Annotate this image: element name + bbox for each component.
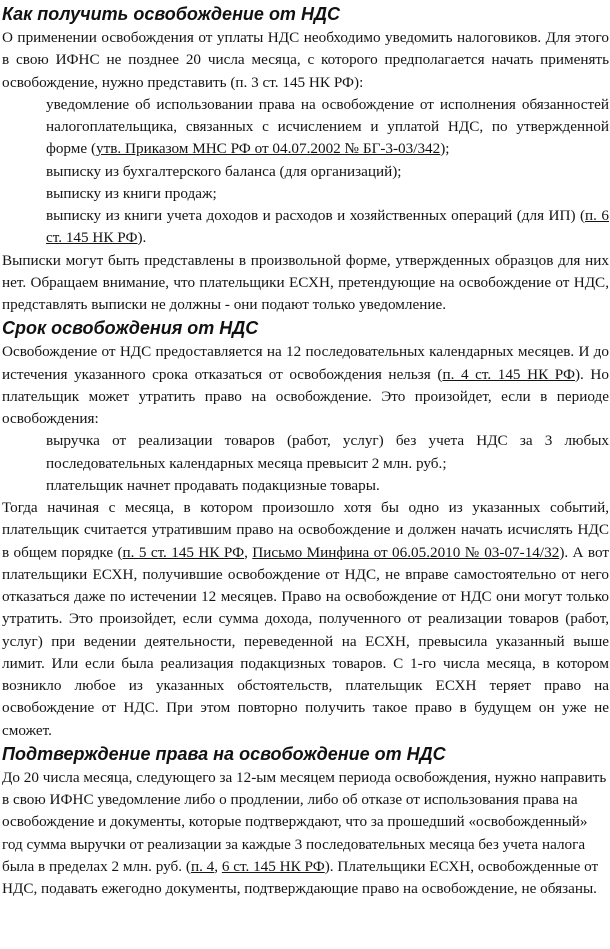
outro-text: Выписки могут быть представлены в произвольной форме, утвержденных образцов для них нет. Обращаем внимание, что плательщики ЕСХН, претендующие на освобождение от НДС, представлять выписки не должны - они подают только уведомление. — [2, 251, 609, 313]
link-order-mns[interactable]: утв. Приказом МНС РФ от 04.07.2002 № БГ-3-03/342 — [96, 140, 441, 158]
item-text: уведомление об использовании права на освобождение от исполнения обязанностей налогоплательщика, связанных с исчислением и уплатой НДС, по утвержденной форме ( — [46, 95, 609, 158]
link-p6-st145[interactable]: п. 6 ст. 145 НК РФ — [46, 207, 609, 247]
term-text: Освобождение от НДС предоставляется на 12 последовательных календарных месяцев. И до истечения указанного срока отказаться от освобождения нельзя ( — [2, 343, 609, 383]
loss-end: ). А вот плательщики ЕСХН, получившие освобождение от НДС, не вправе самостоятельно от него отказаться даже по истечении 12 месяцев. Право на освобождение от НДС они могут только утратить. Это произойдет, если сумма дохода, полученного от реализации товаров (работ, услуг) при ведении деятельности, переведенной на ЕСХН, превысила указанный выше лимит. Или если была реализация подакцизных товаров. С 1-го числа месяца, в котором возникло любое из указанных обстоятельств, плательщик ЕСХН теряет право на освобождение от НДС. При этом повторно получить такое право в будущем он уже не сможет. — [2, 543, 610, 739]
item-text: выписку из книги учета доходов и расходов и хозяйственных операций (для ИП) ( — [46, 207, 586, 224]
loss-text: Тогда начиная с месяца, в котором произошло хотя бы одно из указанных событий, плательщик считается утратившим право на освобождение и должен начать исчислять НДС в общем порядке ( — [2, 499, 609, 561]
link-minfin-letter[interactable]: Письмо Минфина от 06.05.2010 № 03-07-14/32 — [252, 543, 560, 561]
paragraph-intro — [2, 27, 609, 94]
item-text: выписку из бухгалтерского баланса (для организаций); — [46, 162, 402, 180]
list-item-excise-goods — [2, 475, 609, 497]
heading-exemption-term: Срок освобождения от НДС — [2, 318, 259, 339]
item-end: ). — [137, 229, 147, 247]
list-item-revenue-limit — [2, 430, 609, 475]
confirm-text: До 20 числа месяца, следующего за 12-ым месяцем периода освобождения, нужно направить в свою ИФНС уведомление либо о продлении, либо об отказе от использования права на освобождение и документы, которые подтверждают, что за прошедший «освобожденный» год сумма выручки от реализации за каждые 3 последовательных месяца без учета налога была в пределах 2 млн. руб. ( — [2, 768, 607, 875]
heading-confirmation: Подтверждение права на освобождение от НДС — [2, 743, 446, 764]
heading-how-to-get-exemption: Как получить освобождение от НДС — [2, 4, 340, 24]
list-item-notification — [2, 94, 609, 161]
separator: , — [214, 857, 222, 875]
link-p6-st145-confirm[interactable]: 6 ст. 145 НК РФ — [221, 857, 325, 875]
paragraph-term — [2, 341, 609, 430]
link-p4-st145[interactable]: п. 4 ст. 145 НК РФ — [442, 365, 575, 383]
list-item-balance — [2, 161, 609, 183]
item-text: выписку из книги продаж; — [46, 184, 217, 202]
separator: , — [244, 543, 253, 561]
paragraph-loss-of-right — [2, 497, 609, 742]
link-p5-st145[interactable]: п. 5 ст. 145 НК РФ — [122, 543, 245, 561]
intro-text: О применении освобождения от уплаты НДС необходимо уведомить налоговиков. Для этого в свою ИФНС не позднее 20 числа месяца, с которого предполагается начать применять освобождение, нужно представить (п. 3 ст. 145 НК РФ): — [2, 29, 609, 91]
term-end: ). Но плательщик может утратить право на освобождение. Это произойдет, если в периоде освобождения: — [2, 365, 609, 427]
paragraph-extracts-note — [2, 250, 609, 317]
confirm-end: ). Плательщики ЕСХН, освобожденные от НДС, подавать ежегодно документы, подтверждающие право на освобождение, не обязаны. — [2, 857, 599, 897]
list-item-sales-book — [2, 183, 609, 205]
item-end: ); — [440, 140, 450, 158]
list-item-income-book — [2, 205, 609, 250]
link-p4[interactable]: п. 4 — [190, 857, 215, 875]
item-text: плательщик начнет продавать подакцизные товары. — [46, 476, 380, 494]
paragraph-confirmation — [2, 767, 609, 901]
item-text: выручка от реализации товаров (работ, услуг) без учета НДС за 3 любых последовательных календарных месяца превысит 2 млн. руб.; — [46, 432, 609, 472]
